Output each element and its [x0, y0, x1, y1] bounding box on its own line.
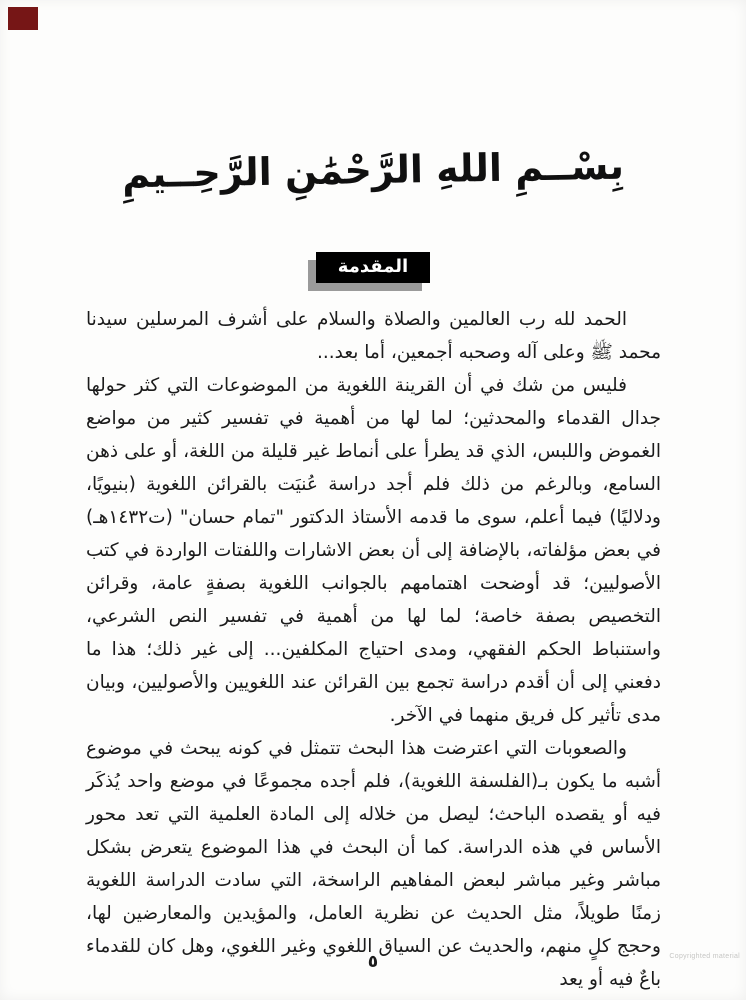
copyright-watermark: Copyrighted material [669, 953, 740, 960]
paragraph-opening: الحمد لله رب العالمين والصلاة والسلام على أشرف المرسلين سيدنا محمد ﷺ وعلى آله وصحبه أجمعين، أما بعد... [86, 309, 661, 363]
page-number: ٥ [367, 952, 379, 972]
section-heading: المقدمة [316, 252, 430, 283]
heading-container [0, 252, 746, 283]
bismillah-calligraphy: بِسْــمِ اللهِ الرَّحْمَٰنِ الرَّحِــيمِ [121, 143, 625, 197]
paragraph-difficulties: والصعوبات التي اعترضت هذا البحث تتمثل في كونه يبحث في موضوع أشبه ما يكون بـ(الفلسفة اللغوية)، فلم أجده مجموعًا في موضع واحد يُذكَر فيه أو يقصده الباحث؛ ليصل من خلاله إلى المادة العلمية التي تعد محور الأساس في هذه الدراسة. كما أن البحث في هذا الموضوع يتعرض بشكل مباشر وغير مباشر لبعض المفاهيم الراسخة، التي سادت الدراسة اللغوية زمنًا طويلاً، مثل الحديث عن نظرية العامل، والمؤيدين والمعارضين لها، وحجج كلٍ منهم، والحديث عن السياق اللغوي وغير اللغوي، وهل كان للقدماء باعٌ فيه أو يعد [86, 738, 661, 990]
body-text [86, 303, 661, 996]
paragraph-topic: فليس من شك في أن القرينة اللغوية من الموضوعات التي كثر حولها جدال القدماء والمحدثين؛ لما لها من أهمية في تفسير كثير من مواضع الغموض واللبس، الذي قد يطرأ على أنماط غير قليلة من اللغة، أو على ذهن السامع، وبالرغم من ذلك فلم أجد دراسة عُنيَت بالقرائن اللغوية (بنيويًا، ودلاليًا) فيما أعلم، سوى ما قدمه الأستاذ الدكتور "تمام حسان" (ت١٤٣٢هـ) في بعض مؤلفاته، بالإضافة إلى أن بعض الاشارات واللفتات الواردة في كتب الأصوليين؛ قد أوضحت اهتمامهم بالجوانب اللغوية بصفةٍ عامة، وقرائن التخصيص بصفة خاصة؛ لما لها من أهمية في تفسير النص الشرعي، واستنباط الحكم الفقهي، ومدى احتياج المكلفين... إلى غير ذلك؛ هذا ما دفعني إلى أن أقدم دراسة تجمع بين القرائن عند اللغويين والأصوليين، وبيان مدى تأثير كل فريق منهما في الآخر. [86, 375, 661, 726]
red-corner-mark [8, 7, 38, 30]
